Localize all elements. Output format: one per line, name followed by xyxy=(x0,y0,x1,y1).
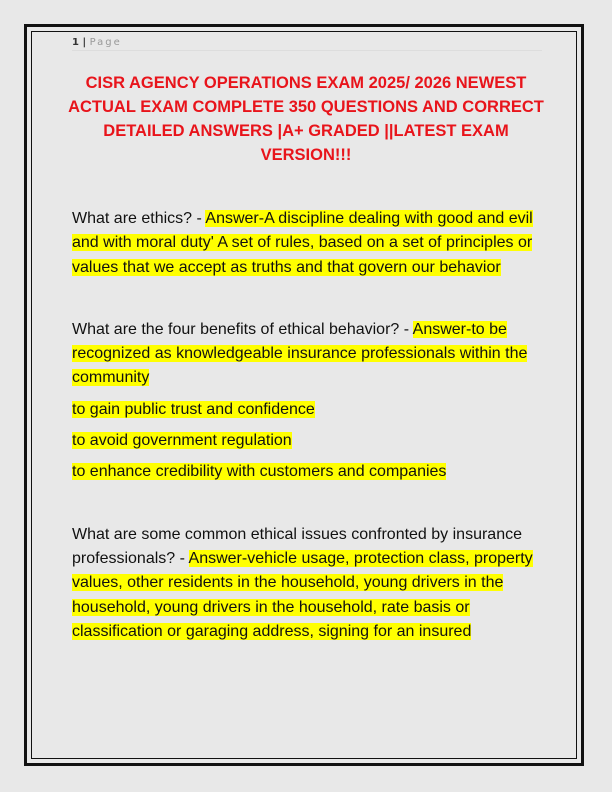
spacer xyxy=(72,485,544,523)
qa-item-1 xyxy=(72,207,544,280)
answer-text: to avoid government regulation xyxy=(72,432,292,450)
answer-text: to enhance credibility with customers and companies xyxy=(72,463,447,481)
page-separator: | xyxy=(78,37,90,48)
qa-content xyxy=(72,207,544,644)
qa-item-2 xyxy=(72,318,544,391)
answer-line xyxy=(72,429,544,453)
answer-text: Answer-vehicle usage, protection class, property values, other residents in the household, young drivers in the household, young drivers in the household, rate basis or classification or garaging address, signing for an insured xyxy=(72,549,533,640)
question-text: What are ethics? - xyxy=(72,210,206,227)
page-header xyxy=(72,37,542,51)
answer-line xyxy=(72,460,544,484)
question-text: What are the four benefits of ethical behavior? - xyxy=(72,320,413,338)
answer-line xyxy=(72,398,544,422)
answer-text: Answer-A discipline dealing with good and evil and with moral duty' A set of rules, based on a set of principles or values that we accept as truths and that govern our behavior xyxy=(72,210,533,276)
spacer xyxy=(72,280,544,318)
page-label: Page xyxy=(89,37,122,48)
qa-item-3 xyxy=(72,523,544,644)
question-text: What are some common ethical issues confronted by insurance professionals? - xyxy=(72,525,522,567)
answer-text: Answer-to be recognized as knowledgeable insurance professionals within the community xyxy=(72,320,528,387)
page-number: 1 xyxy=(72,37,79,48)
document-title: CISR AGENCY OPERATIONS EXAM 2025/ 2026 NEWEST ACTUAL EXAM COMPLETE 350 QUESTIONS AND CORRECT DETAILED ANSWERS |A+ GRADED ||LATEST EXAM VERSION!!! xyxy=(68,74,544,164)
answer-text: to gain public trust and confidence xyxy=(72,400,315,418)
